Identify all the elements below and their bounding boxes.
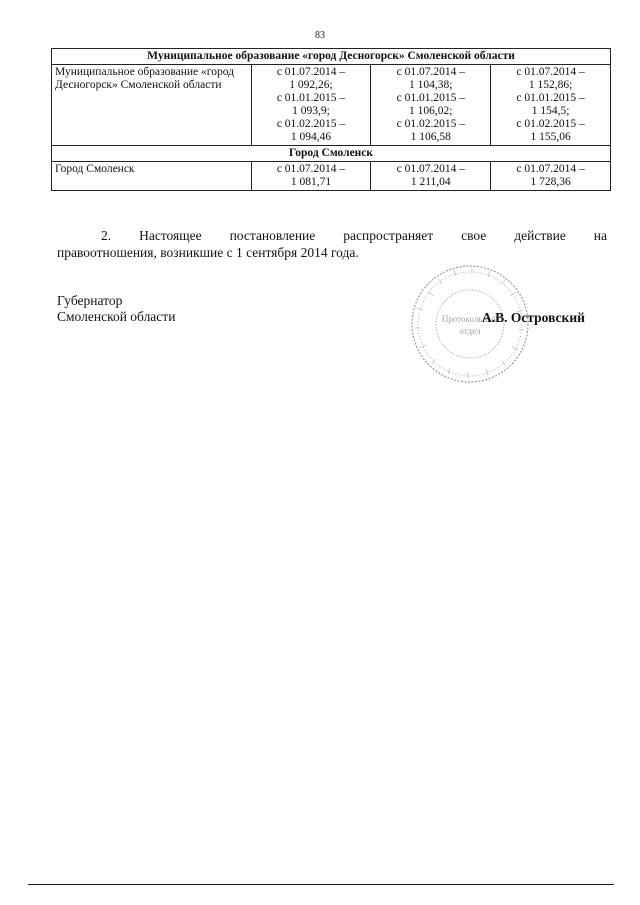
value-cell xyxy=(251,65,371,146)
signatory-title-line1: Губернатор xyxy=(57,293,123,308)
stamp-inner-line1: Протокольный xyxy=(441,314,499,324)
value-cell xyxy=(371,162,491,191)
cell-line: с 01.07.2014 – xyxy=(396,66,465,78)
cell-line: 1 106,58 xyxy=(410,131,451,143)
footer-divider xyxy=(28,884,614,885)
section-header: Город Смоленск xyxy=(52,146,611,162)
cell-line: 1 154,5; xyxy=(531,105,570,117)
cell-line: 1 104,38; xyxy=(409,79,453,91)
cell-line: с 01.01.2015 – xyxy=(516,92,585,104)
cell-line: 1 092,26; xyxy=(289,79,333,91)
cell-line: 1 155,06 xyxy=(530,131,571,143)
table-row xyxy=(52,162,611,191)
row-name: Муниципальное образование «город Десногорск» Смоленской области xyxy=(52,65,252,146)
cell-line: с 01.01.2015 – xyxy=(396,92,465,104)
value-cell xyxy=(251,162,371,191)
cell-line: с 01.02.2015 – xyxy=(516,118,585,130)
signatory-name: А.В. Островский xyxy=(482,310,585,325)
cell-line: с 01.02.2015 – xyxy=(276,118,346,130)
cell-line: с 01.07.2014 – xyxy=(516,163,585,175)
value-cell xyxy=(491,65,611,146)
paragraph-first-line: 2. Настоящее постановление распространяет свое действие на xyxy=(101,228,607,243)
stamp-inner-line2: отдел xyxy=(459,326,481,336)
tariff-table xyxy=(51,48,611,191)
cell-line: 1 093,9; xyxy=(292,105,330,117)
table-row xyxy=(52,65,611,146)
signatory-title xyxy=(57,293,175,325)
cell-line: с 01.02.2015 – xyxy=(396,118,465,130)
table-section-header-row xyxy=(52,146,611,162)
cell-line: 1 211,04 xyxy=(410,176,451,188)
effective-date-paragraph xyxy=(57,227,607,261)
cell-line: 1 728,36 xyxy=(530,176,571,188)
section-header: Муниципальное образование «город Десногорск» Смоленской области xyxy=(52,49,611,65)
row-name: Город Смоленск xyxy=(52,162,252,191)
cell-line: 1 152,86; xyxy=(528,79,573,91)
cell-line: 1 106,02; xyxy=(409,105,453,117)
cell-line: с 01.07.2014 – xyxy=(276,66,346,78)
table-section-header-row xyxy=(52,49,611,65)
cell-line: 1 094,46 xyxy=(290,131,332,143)
paragraph-rest: правоотношения, возникшие с 1 сентября 2014 года. xyxy=(57,245,359,260)
cell-line: с 01.01.2015 – xyxy=(276,92,346,104)
cell-line: с 01.07.2014 – xyxy=(516,66,585,78)
value-cell xyxy=(491,162,611,191)
cell-line: с 01.07.2014 – xyxy=(396,163,465,175)
page-number: 83 xyxy=(315,30,325,41)
cell-line: 1 081,71 xyxy=(290,176,332,188)
value-cell xyxy=(371,65,491,146)
cell-line: с 01.07.2014 – xyxy=(276,163,346,175)
signatory-title-line2: Смоленской области xyxy=(57,309,176,324)
